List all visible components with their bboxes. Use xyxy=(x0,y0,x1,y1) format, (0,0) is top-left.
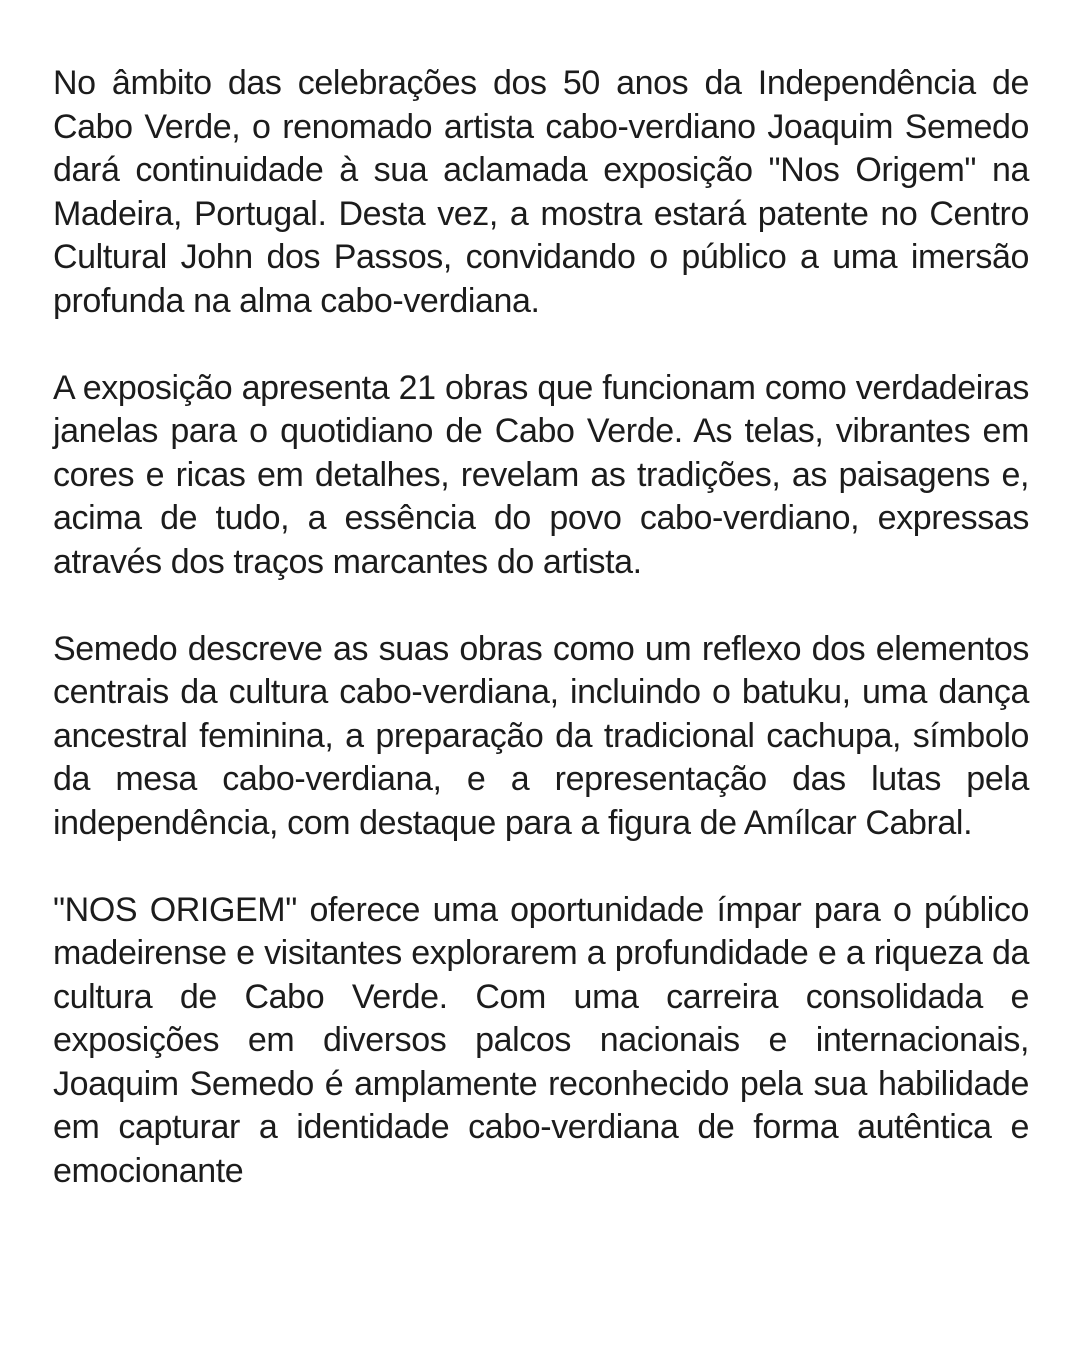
paragraph-conclusion: "NOS ORIGEM" oferece uma oportunidade ímpar para o público madeirense e visitantes explorarem a profundidade e a riqueza da cultura de Cabo Verde. Com uma carreira consolidada e exposições em diversos palcos nacionais e internacionais, Joaquim Semedo é amplamente reconhecido pela sua habilidade em capturar a identidade cabo-verdiana de forma autêntica e emocionante xyxy=(53,890,1029,1190)
article-body xyxy=(53,62,1029,1193)
paragraph-exhibition: A exposição apresenta 21 obras que funcionam como verdadeiras janelas para o quotidiano de Cabo Verde. As telas, vibrantes em cores e ricas em detalhes, revelam as tradições, as paisagens e, acima de tudo, a essência do povo cabo-verdiano, expressas através dos traços marcantes do artista. xyxy=(53,368,1029,581)
paragraph-themes: Semedo descreve as suas obras como um reflexo dos elementos centrais da cultura cabo-verdiana, incluindo o batuku, uma dança ancestral feminina, a preparação da tradicional cachupa, símbolo da mesa cabo-verdiana, e a representação das lutas pela independência, com destaque para a figura de Amílcar Cabral. xyxy=(53,629,1029,842)
paragraph-intro: No âmbito das celebrações dos 50 anos da Independência de Cabo Verde, o renomado artista cabo-verdiano Joaquim Semedo dará continuidade à sua aclamada exposição "Nos Origem" na Madeira, Portugal. Desta vez, a mostra estará patente no Centro Cultural John dos Passos, convidando o público a uma imersão profunda na alma cabo-verdiana. xyxy=(53,64,1029,320)
